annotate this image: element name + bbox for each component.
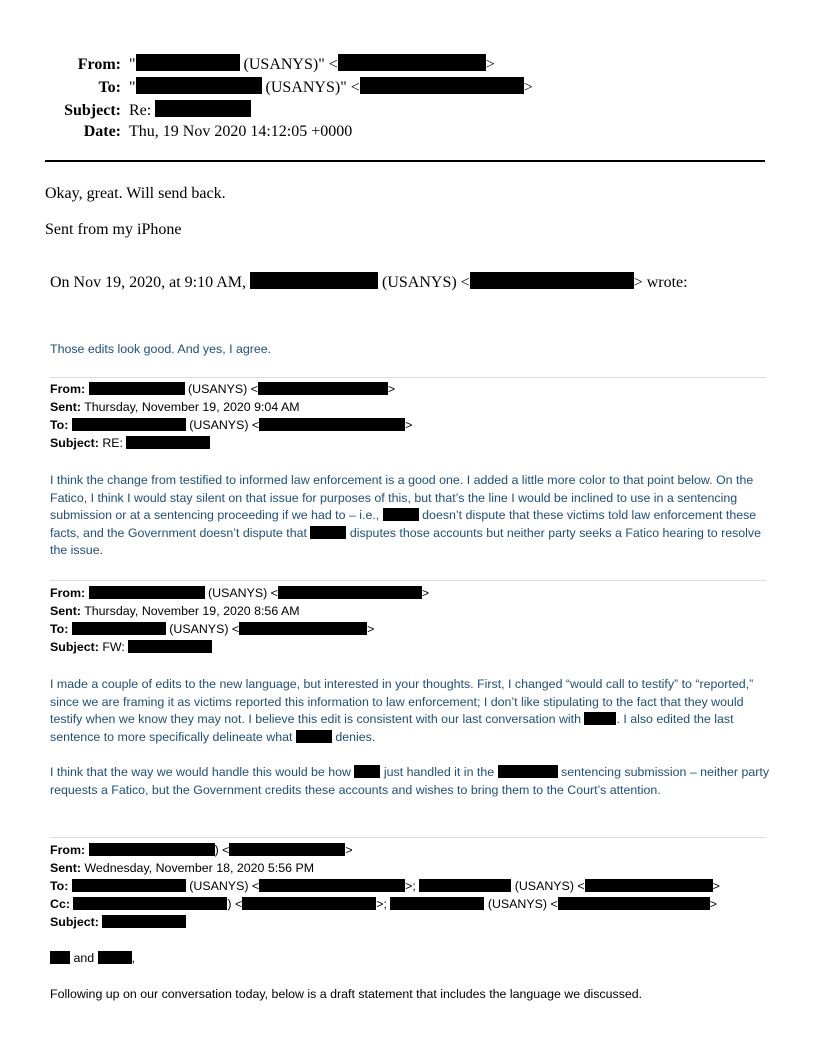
quote-intro: On Nov 19, 2020, at 9:10 AM, (USANYS) < > wrote: (50, 274, 688, 291)
msg4-body: Following up on our conversation today, below is a draft statement that includes the language we discussed. (50, 987, 643, 1001)
redaction (73, 897, 227, 910)
redaction (470, 272, 634, 289)
msg2-from: From: (USANYS) < > (50, 382, 396, 396)
msg4-subject: Subject: (50, 914, 186, 932)
header-date-row (45, 122, 352, 141)
redaction (250, 272, 378, 289)
date-label: Date: (83, 123, 121, 140)
message-body: Those edits look good. And yes, I agree. (50, 342, 272, 356)
message-divider (50, 580, 766, 581)
msg4-greeting: and , (50, 950, 135, 968)
redaction (136, 54, 240, 71)
redaction (296, 730, 332, 743)
header-to-row: To: " (USANYS)" < > (45, 77, 533, 97)
reply-line: Okay, great. Will send back. (45, 185, 226, 202)
redaction (126, 436, 210, 449)
redaction (383, 508, 419, 521)
redaction (585, 879, 713, 892)
message-divider (50, 837, 766, 838)
redaction (558, 897, 710, 910)
to-mid: (USANYS)" < (265, 79, 360, 96)
redaction (259, 418, 405, 431)
redaction (50, 951, 70, 964)
redaction (155, 100, 251, 117)
msg4-cc: Cc: ) < >; (USANYS) < > (50, 897, 717, 911)
redaction (258, 382, 388, 395)
redaction (102, 915, 186, 928)
msg3-subject: Subject: FW: (50, 639, 212, 657)
redaction (239, 622, 367, 635)
header-subject-row (45, 100, 251, 120)
redaction (360, 77, 524, 94)
redaction (72, 418, 186, 431)
redaction (310, 526, 346, 539)
msg3-sent: Sent: Thursday, November 19, 2020 8:56 AM (50, 604, 300, 618)
msg3-body-p2: I think that the way we would handle this would be how just handled it in the sentencing submission – neither party requests a Fatico, but the Government credits these accounts and wishes to bring them to the Court’s attention. (50, 765, 770, 797)
redaction (89, 382, 185, 395)
redaction (229, 843, 345, 856)
redaction (419, 879, 511, 892)
redaction (338, 54, 486, 71)
redaction (390, 897, 484, 910)
from-mid: (USANYS)" < (243, 56, 338, 73)
msg2-subject: Subject: RE: (50, 435, 210, 453)
redaction (278, 586, 422, 599)
redaction (242, 897, 376, 910)
msg4-to: To: (USANYS) < >; (USANYS) < > (50, 879, 720, 893)
date-value: Thu, 19 Nov 2020 14:12:05 +0000 (129, 123, 353, 140)
msg3-to: To: (USANYS) < > (50, 622, 375, 636)
header-from-row: From: " (USANYS)" < > (45, 54, 495, 74)
redaction (259, 879, 405, 892)
msg4-sent: Sent: Wednesday, November 18, 2020 5:56 PM (50, 861, 315, 875)
msg3-from: From: (USANYS) < > (50, 586, 430, 600)
signature-line: Sent from my iPhone (45, 221, 182, 238)
redaction (72, 622, 166, 635)
msg2-sent: Sent: Thursday, November 19, 2020 9:04 AM (50, 400, 300, 414)
header-divider (45, 160, 765, 162)
message-divider (50, 377, 766, 378)
redaction (584, 712, 616, 725)
redaction (72, 879, 186, 892)
redaction (354, 765, 380, 778)
redaction (498, 765, 558, 778)
msg3-body-p1: I made a couple of edits to the new language, but interested in your thoughts. First, I changed “would call to testify” to “reported,” since we are framing it as victims reported this information to law enforcement; I don’t like stipulating to the fact that they would testify when we know they may not. I believe this edit is consistent with our last conversation with . I also edited the last sentence to more specifically delineate what denies. (50, 677, 754, 744)
redaction (136, 77, 262, 94)
redaction (89, 843, 215, 856)
redaction (128, 640, 212, 653)
redaction (89, 586, 205, 599)
redaction (98, 951, 132, 964)
msg4-from: From: ) < > (50, 843, 353, 857)
to-label: To: (98, 79, 121, 96)
subject-value: Re: (129, 102, 152, 119)
msg2-body: I think the change from testified to informed law enforcement is a good one. I added a little more color to that point below. On the Fatico, I think I would stay silent on that issue for purposes of this, but that’s the line I would be inclined to use in a sentencing submission or at a sentencing proceeding if we had to – i.e., doesn’t dispute that these victims told law enforcement these facts, and the Government doesn’t dispute that disputes those accounts but neither party seeks a Fatico hearing to resolve the issue. (50, 473, 762, 557)
from-label: From: (77, 56, 121, 73)
msg2-to: To: (USANYS) < > (50, 418, 413, 432)
subject-label: Subject: (64, 102, 121, 119)
